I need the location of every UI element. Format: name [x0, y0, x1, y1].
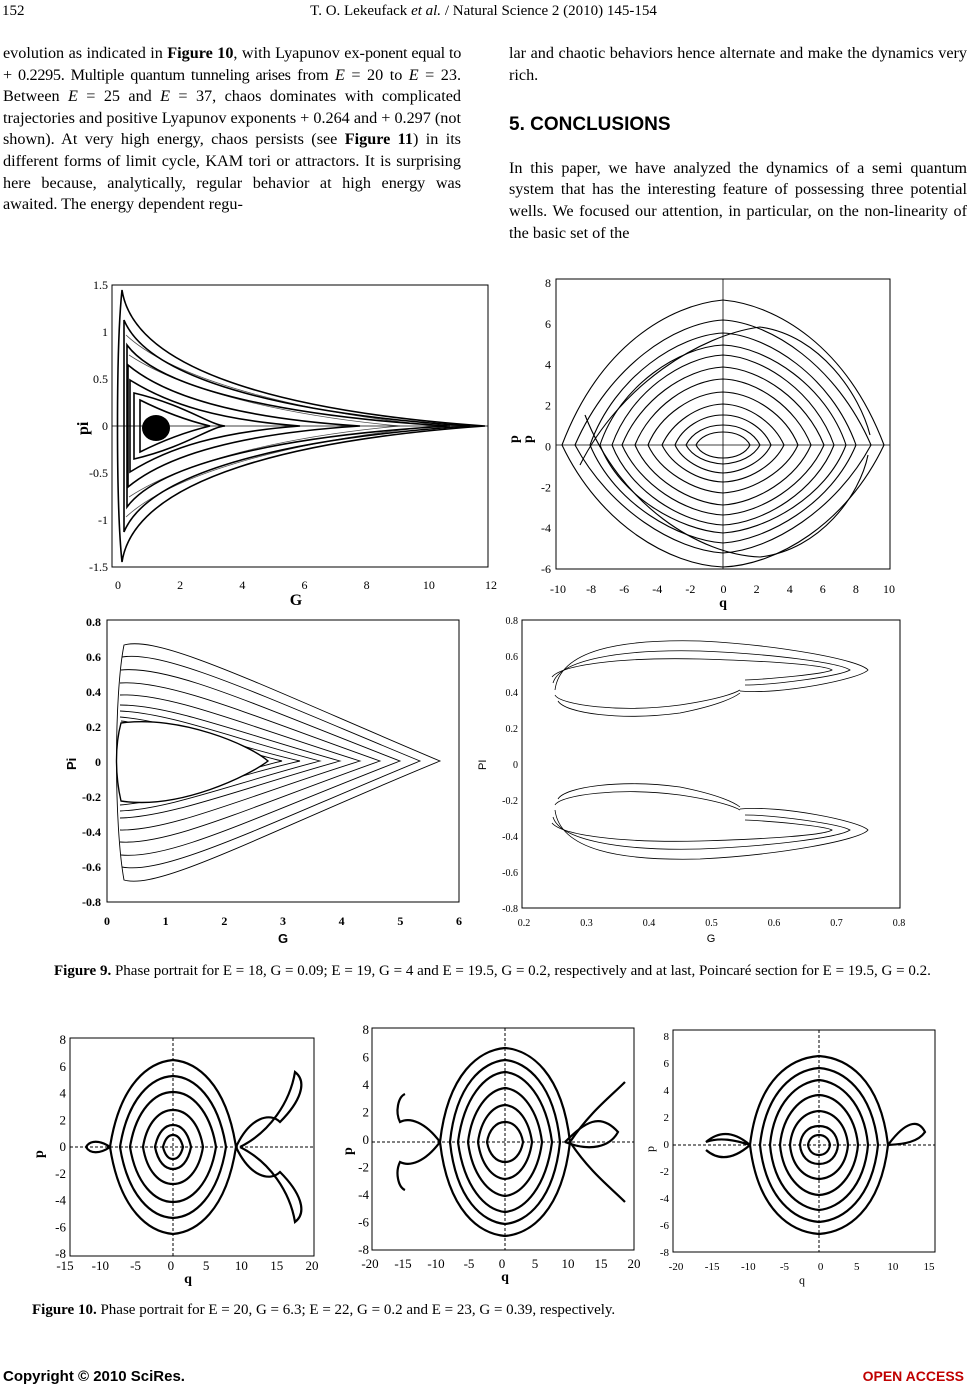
x-tick-label: 8 [363, 578, 370, 592]
x-tick-label: -15 [394, 1256, 412, 1271]
x-tick-label: -20 [361, 1256, 379, 1271]
y-tick-label: 4 [663, 1085, 669, 1097]
y-tick-label: -8 [358, 1242, 369, 1257]
x-tick-label: 6 [456, 914, 462, 928]
y-tick-label: 0.6 [86, 650, 101, 664]
x-tick-label: 0.6 [767, 918, 781, 929]
y-tick-label: -1.5 [89, 560, 108, 574]
y-tick-label: 0 [362, 1132, 369, 1147]
y-tick-label: 0.4 [86, 685, 101, 699]
fig10-p2-xlabel: q [501, 1270, 509, 1285]
x-tick-label: 0 [104, 914, 110, 928]
y-tick-label: 0 [513, 760, 518, 771]
x-tick-label: -5 [130, 1258, 141, 1273]
y-tick-label: -2 [55, 1165, 66, 1181]
y-tick-label: 8 [59, 1032, 66, 1047]
y-tick-label: -4 [541, 521, 551, 536]
fig9-panel-2 [507, 276, 895, 611]
fig10-p1-xlabel: q [184, 1272, 192, 1287]
x-tick-label: -10 [550, 582, 566, 596]
x-tick-label: -5 [779, 1261, 790, 1273]
y-tick-label: 2 [59, 1112, 66, 1128]
page-number: 152 [2, 3, 25, 19]
x-tick-label: 0.8 [892, 918, 906, 929]
x-tick-label: -10 [427, 1256, 445, 1271]
x-tick-label: 5 [202, 1258, 210, 1273]
y-tick-label: -4 [358, 1187, 369, 1202]
left-column-paragraph: evolution as indicated in Figure 10, with Lyapunov ex-ponent equal to + 0.2295. Multiple quantum tunneling arises from E = 20 to E = 23. Between E = 25 and E = 37, chaos dominates with complicated trajectories and positive Lyapunov exponents + 0.264 and + 0.297 (not shown). At very high energy, chaos persists (see Figure 11) in its different forms of limit cycle, KAM tori or attractors. It is surprising here because, analytically, regular behavior at high energy was awaited. The energy dependent regu- [3, 44, 461, 214]
y-tick-label: 1.5 [93, 278, 108, 292]
x-tick-label: 10 [422, 578, 435, 592]
section-heading: 5. CONCLUSIONS [509, 114, 671, 136]
y-tick-label: 0 [663, 1139, 669, 1151]
y-tick-label: 0.2 [86, 720, 101, 734]
y-tick-label: -6 [541, 562, 551, 576]
y-tick-label: -8 [55, 1246, 66, 1261]
fig9-p4-xlabel: G [706, 933, 716, 945]
fig9-p4-ylabel: PI [477, 759, 489, 770]
x-tick-label: 10 [234, 1258, 248, 1273]
y-tick-label: -0.2 [502, 796, 518, 807]
y-tick-label: -0.8 [82, 895, 101, 909]
x-tick-label: -4 [652, 582, 663, 596]
y-tick-label: -0.4 [82, 825, 101, 839]
x-tick-label: 2 [177, 578, 184, 592]
fig9-p1-ylabel: pi [75, 421, 92, 435]
footer-copyright: Copyright © 2010 SciRes. [3, 1368, 185, 1385]
y-tick-label: 2 [663, 1112, 669, 1124]
x-tick-label: 0 [720, 582, 727, 596]
x-tick-label: 0 [167, 1258, 175, 1273]
y-tick-label: 6 [663, 1058, 669, 1070]
y-tick-label: 2 [362, 1104, 369, 1120]
running-head: T. O. Lekeufack et al. / Natural Science 2 (2010) 145-154 [310, 3, 657, 19]
fig10-p3-ylabel: p [643, 1146, 657, 1152]
x-tick-label: 4 [338, 914, 345, 928]
fig10-panel-2 [341, 1022, 641, 1285]
fig10-p2-ylabel: p [341, 1147, 356, 1155]
figure-9 [0, 265, 967, 950]
y-tick-label: 8 [663, 1031, 669, 1043]
x-tick-label: -15 [704, 1261, 720, 1273]
fig10-p3-xlabel: q [799, 1273, 805, 1287]
right-column-paragraph-1: lar and chaotic behaviors hence alternate and make the dynamics very rich. [509, 44, 967, 84]
y-tick-label: -0.6 [82, 860, 101, 874]
y-tick-label: 0.8 [86, 615, 101, 629]
x-tick-label: 10 [887, 1261, 899, 1273]
right-column-paragraph-2: In this paper, we have analyzed the dynamics of a semi quantum system that has the interesting feature of possessing three potential wells. We focused our attention, in particular, on the non-linearity of the basic set of the [509, 158, 967, 242]
fig10-panel-1 [32, 1032, 319, 1287]
x-tick-label: 6 [819, 582, 826, 596]
y-tick-label: 0.6 [505, 652, 518, 663]
x-tick-label: -10 [91, 1258, 109, 1273]
x-tick-label: 0.2 [517, 918, 531, 929]
y-tick-label: -0.8 [502, 904, 518, 915]
x-tick-label: -6 [619, 582, 630, 596]
y-tick-label: 0 [59, 1139, 66, 1154]
y-tick-label: -4 [55, 1192, 66, 1208]
y-tick-label: 0.4 [505, 688, 518, 699]
right-column [509, 43, 967, 244]
y-tick-label: -6 [659, 1220, 669, 1232]
x-tick-label: 10 [883, 582, 895, 596]
x-tick-label: 20 [627, 1256, 641, 1271]
fig9-panel-3 [64, 615, 462, 946]
x-tick-label: 0.4 [642, 918, 656, 929]
x-tick-label: -2 [685, 582, 696, 596]
x-tick-label: 5 [853, 1261, 860, 1273]
y-tick-label: -2 [358, 1159, 369, 1175]
y-tick-label: 0 [545, 439, 551, 454]
y-tick-label: -2 [541, 480, 551, 495]
x-tick-label: 15 [270, 1258, 284, 1273]
fig10-panel-3 [643, 1030, 935, 1287]
figure-10 [0, 1022, 967, 1292]
footer-open-access: OPEN ACCESS [862, 1368, 964, 1384]
x-tick-label: 2 [221, 914, 228, 928]
x-tick-label: -20 [668, 1261, 684, 1273]
fig9-p3-xlabel: G [277, 931, 289, 946]
y-tick-label: 1 [102, 325, 108, 339]
y-tick-label: 4 [59, 1085, 66, 1101]
y-tick-label: -0.2 [82, 790, 101, 804]
left-column [3, 43, 461, 216]
y-tick-label: 0.5 [93, 372, 108, 386]
fig9-p3-ylabel: Pi [64, 757, 79, 770]
x-tick-label: -15 [56, 1258, 74, 1273]
y-tick-label: -6 [55, 1219, 66, 1235]
fig9-p2-xlabel: q [719, 596, 727, 611]
y-tick-label: 4 [545, 357, 551, 372]
y-tick-label: -0.6 [502, 868, 518, 879]
x-tick-label: 1 [162, 914, 169, 928]
x-tick-label: -8 [586, 582, 597, 596]
y-tick-label: 2 [545, 398, 551, 413]
y-tick-label: 0.2 [505, 724, 518, 735]
x-tick-label: 15 [594, 1256, 608, 1271]
x-tick-label: 0.7 [830, 918, 843, 929]
y-tick-label: -0.5 [89, 466, 108, 480]
x-tick-label: 0 [498, 1256, 506, 1271]
x-tick-label: 0.5 [705, 918, 718, 929]
x-tick-label: -10 [740, 1261, 756, 1273]
x-tick-label: 4 [239, 578, 246, 592]
x-tick-label: 0.3 [580, 918, 593, 929]
y-tick-label: 8 [545, 276, 551, 290]
y-tick-label: 8 [362, 1022, 369, 1037]
x-tick-label: 8 [852, 582, 859, 596]
y-tick-label: 4 [362, 1077, 369, 1092]
fig9-p1-xlabel: G [289, 592, 303, 609]
y-tick-label: -4 [659, 1193, 669, 1205]
x-tick-label: 4 [786, 582, 793, 596]
fig9-panel-1 [75, 278, 497, 609]
x-tick-label: 6 [301, 578, 308, 592]
y-tick-label: -0.4 [502, 832, 518, 843]
y-tick-label: -1 [98, 513, 108, 527]
x-tick-label: -5 [463, 1256, 475, 1271]
x-tick-label: 3 [280, 914, 286, 928]
y-tick-label: 0.8 [505, 616, 518, 627]
fig9-p2-ylabel: p [507, 435, 522, 443]
y-tick-label: -8 [659, 1247, 669, 1259]
y-tick-label: -6 [358, 1214, 369, 1230]
y-tick-label: 0 [95, 755, 101, 769]
x-tick-label: 10 [561, 1256, 575, 1271]
fig9-p2-ylabel2: p [521, 435, 536, 443]
figure-10-caption: Figure 10. Phase portrait for E = 20, G = 6.3; E = 22, G = 0.2 and E = 23, G = 0.39, respectively. [32, 1302, 616, 1318]
x-tick-label: 5 [397, 914, 404, 928]
y-tick-label: -2 [659, 1166, 669, 1178]
x-tick-label: 12 [485, 578, 497, 592]
y-tick-label: 0 [102, 419, 108, 433]
y-tick-label: 6 [362, 1049, 369, 1065]
fig9-panel-4 [477, 616, 905, 945]
figure-9-caption: Figure 9. Phase portrait for E = 18, G = 0.09; E = 19, G = 4 and E = 19.5, G = 0.2, respectively and at last, Poincaré section for E = 19.5, G = 0.2. [54, 963, 931, 979]
x-tick-label: 0 [817, 1261, 824, 1273]
x-tick-label: 5 [531, 1256, 539, 1271]
x-tick-label: 20 [305, 1258, 319, 1273]
y-tick-label: 6 [59, 1058, 66, 1074]
x-tick-label: 0 [115, 578, 121, 592]
x-tick-label: 2 [753, 582, 760, 596]
x-tick-label: 15 [923, 1261, 935, 1273]
y-tick-label: 6 [545, 316, 551, 331]
fig10-p1-ylabel: p [32, 1150, 47, 1158]
